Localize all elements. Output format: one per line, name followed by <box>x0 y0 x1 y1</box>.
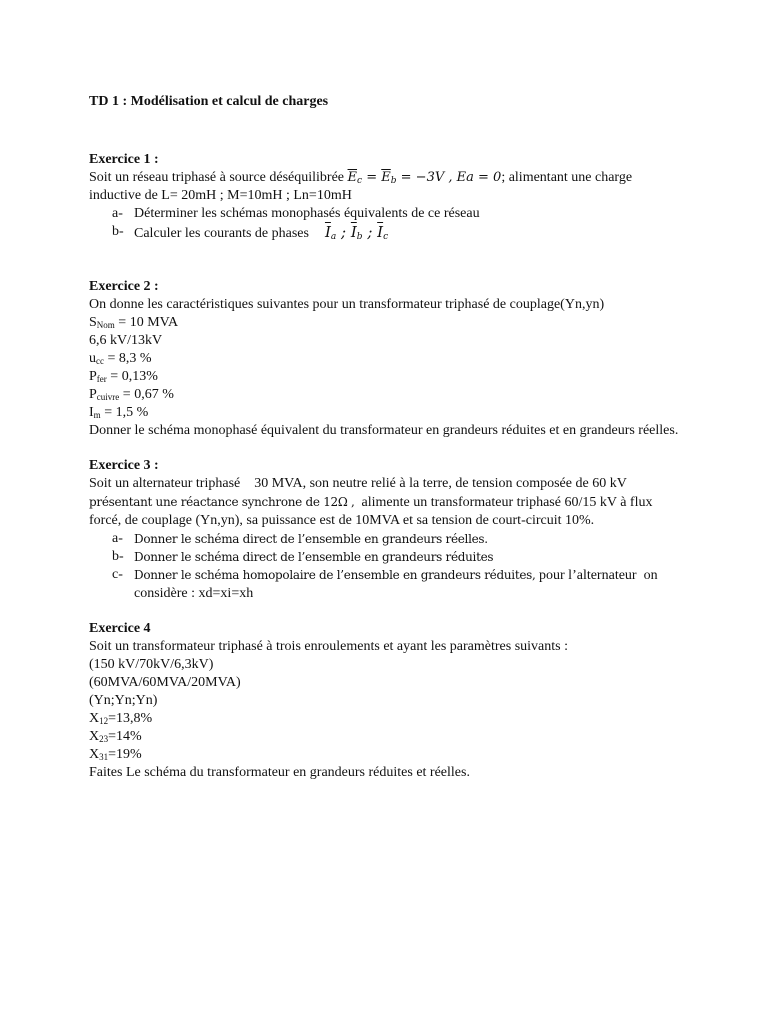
exercise-3-item-b <box>89 548 689 566</box>
list-marker: a- <box>112 531 123 546</box>
exercise-1-line-1 <box>89 169 689 187</box>
exercise-1-line-2: inductive de L= 20mH ; M=10mH ; Ln=10mH <box>89 188 352 203</box>
list-item-text: Donner le schéma direct de l’ensemble en grandeurs réelles. <box>134 532 488 546</box>
list-marker: c- <box>112 567 123 582</box>
document-content <box>89 93 689 799</box>
exercise-2-intro: On donne les caractéristiques suivantes pour un transformateur triphasé de couplage(Yn,yn) <box>89 297 605 312</box>
equation-source: $\overline{E}_c = \overline{E}_b = -3V$ , Ea = 0 <box>347 170 502 186</box>
exercise-4-heading: Exercice 4 <box>89 621 151 636</box>
exercise-3-line-2: présentant une réactance synchrone de 12Ω , alimente un transformateur triphasé 60/15 kV à flux <box>89 495 653 510</box>
list-item-text: Donner le schéma homopolaire de l’ensemble en grandeurs réduites, <box>134 568 536 582</box>
exercise-3 <box>89 457 689 603</box>
exercise-1-intro-end: ; alimentant une charge <box>501 170 633 185</box>
page-title: TD 1 : Modélisation et calcul de charges <box>89 94 329 109</box>
param-x23: $X_{23}=14\%$ <box>89 729 142 744</box>
exercise-2-question: Donner le schéma monophasé équivalent du transformateur en grandeurs réduites et en grandeurs réelles. <box>89 423 679 438</box>
param-powers: (60MVA/60MVA/20MVA) <box>89 675 241 690</box>
param-pcuivre: $P_{cuivre} = 0,67$ % <box>89 387 174 402</box>
list-marker: a- <box>112 206 123 221</box>
exercise-1-item-a <box>89 205 689 223</box>
exercise-3-item-c: c- Donner le schéma homopolaire de l’ensemble en grandeurs réduites, pour l’alternateur on considère : xd=xi=xh <box>89 566 689 603</box>
param-im: $I_m = 1,5$ % <box>89 405 149 420</box>
param-voltages: (150 kV/70kV/6,3kV) <box>89 657 214 672</box>
exercise-1 <box>89 151 689 243</box>
param-x12: $X_{12}=13,8\%$ <box>89 711 153 726</box>
param-coupling: (Yn;Yn;Yn) <box>89 693 158 708</box>
list-marker: b- <box>112 224 124 239</box>
exercise-3-line-1: Soit un alternateur triphasé 30 MVA, son neutre relié à la terre, de tension composée de 60 kV <box>89 476 627 491</box>
exercise-3-item-a <box>89 530 689 548</box>
param-voltage: 6,6 kV/13kV <box>89 333 163 348</box>
param-snom: $S_{Nom} = 10$ MVA <box>89 315 179 330</box>
exercise-1-item-b <box>89 223 689 243</box>
param-x31: $X_{31}=19\%$ <box>89 747 142 762</box>
list-marker: b- <box>112 549 124 564</box>
list-item-text: Calculer les courants de phases <box>134 226 309 241</box>
param-ucc: $u_{cc} = 8,3$ % <box>89 351 152 366</box>
exercise-2-heading: Exercice 2 : <box>89 279 159 294</box>
exercise-4-question: Faites Le schéma du transformateur en grandeurs réduites et réelles. <box>89 765 470 780</box>
param-pfer: $P_{fer} = 0,13\%$ <box>89 369 158 384</box>
exercise-2 <box>89 278 689 440</box>
list-item-text: Déterminer les schémas monophasés équivalents de ce réseau <box>134 206 480 221</box>
list-item-continuation: considère : xd=xi=xh <box>134 586 254 601</box>
exercise-1-heading: Exercice 1 : <box>89 152 159 167</box>
exercise-1-intro: Soit un réseau triphasé à source déséquilibrée <box>89 170 348 185</box>
exercise-3-line-3: forcé, de couplage (Yn,yn), sa puissance est de 10MVA et sa tension de court-circuit 10%. <box>89 513 595 528</box>
list-item-text: Donner le schéma direct de l’ensemble en grandeurs réduites <box>134 550 494 564</box>
exercise-3-heading: Exercice 3 : <box>89 458 159 473</box>
exercise-4-intro: Soit un transformateur triphasé à trois enroulements et ayant les paramètres suivants : <box>89 639 568 654</box>
phase-currents: $\overline{I}_a$ ; $\overline{I}_b$ ; $\overline{I}_c$ <box>324 223 389 242</box>
exercise-4 <box>89 620 689 782</box>
